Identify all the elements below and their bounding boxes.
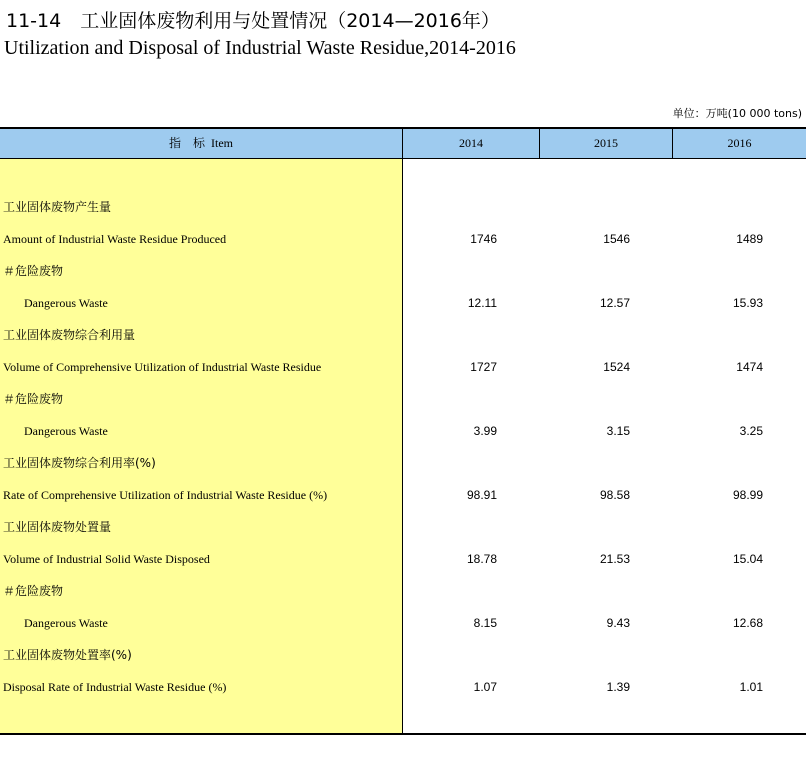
cell-value-2016 [683, 511, 763, 543]
header-item-en: Item [211, 136, 233, 150]
table-row [0, 287, 806, 319]
cell-value-2016 [683, 447, 763, 479]
cell-value-2016: 1489 [736, 232, 763, 246]
unit-label: 单位：万吨(10 000 tons) [672, 107, 802, 120]
table-row [0, 671, 806, 703]
cell-value-2014: 8.15 [473, 616, 497, 630]
cell-value-2016: 3.25 [739, 424, 763, 438]
cell-value-2014: 3.99 [473, 424, 497, 438]
row-label: 工业固体废物产生量 [3, 200, 112, 214]
cell-value-2016: 15.04 [732, 552, 763, 566]
row-label: ＃危险废物 [3, 392, 64, 406]
table-row [0, 415, 806, 447]
cell-value-2014 [417, 255, 497, 287]
cell-value-2014 [417, 191, 497, 223]
cell-value-2014: 1746 [470, 232, 497, 246]
row-label: Rate of Comprehensive Utilization of Industrial Waste Residue (%) [3, 488, 328, 502]
table-row [0, 351, 806, 383]
row-label: Volume of Industrial Solid Waste Disposed [3, 552, 210, 566]
table-header [0, 129, 806, 159]
cell-value-2015 [550, 383, 630, 415]
header-item-cn: 指 标 [168, 136, 205, 150]
cell-value-2014: 1727 [470, 360, 497, 374]
cell-value-2016 [683, 191, 763, 223]
table-row [0, 575, 806, 607]
cell-value-2016: 1.01 [739, 680, 763, 694]
cell-value-2015 [550, 191, 630, 223]
cell-value-2016 [683, 575, 763, 607]
row-label: 工业固体废物处置量 [3, 520, 112, 534]
bottom-rule [0, 733, 806, 735]
row-label: ＃危险废物 [3, 264, 64, 278]
cell-value-2014 [417, 639, 497, 671]
cell-value-2015: 9.43 [606, 616, 630, 630]
table-row [0, 223, 806, 255]
row-label: 工业固体废物综合利用率(%) [3, 456, 156, 470]
table-row [0, 479, 806, 511]
cell-value-2015: 3.15 [606, 424, 630, 438]
row-label: Dangerous Waste [24, 616, 108, 630]
cell-value-2015 [550, 575, 630, 607]
cell-value-2015: 98.58 [599, 488, 630, 502]
cell-value-2014 [417, 447, 497, 479]
cell-value-2014 [417, 511, 497, 543]
row-label: Disposal Rate of Industrial Waste Residue (%) [3, 680, 227, 694]
cell-value-2015: 1524 [603, 360, 630, 374]
cell-value-2015 [550, 255, 630, 287]
row-label: Volume of Comprehensive Utilization of Industrial Waste Residue [3, 360, 322, 374]
table-title-english: Utilization and Disposal of Industrial Waste Residue,2014-2016 [4, 37, 516, 59]
row-label: Dangerous Waste [24, 424, 108, 438]
header-year-2014: 2014 [402, 129, 539, 158]
cell-value-2014: 1.07 [473, 680, 497, 694]
cell-value-2016: 98.99 [732, 488, 763, 502]
cell-value-2016 [683, 255, 763, 287]
cell-value-2015: 21.53 [599, 552, 630, 566]
header-year-2016: 2016 [672, 129, 806, 158]
cell-value-2014: 18.78 [466, 552, 497, 566]
cell-value-2014: 98.91 [466, 488, 497, 502]
cell-value-2014: 12.11 [467, 296, 497, 310]
table-row [0, 191, 806, 223]
table-row [0, 511, 806, 543]
header-year-2015: 2015 [539, 129, 672, 158]
cell-value-2015 [550, 639, 630, 671]
row-label: 工业固体废物综合利用量 [3, 328, 136, 342]
cell-value-2015 [550, 447, 630, 479]
row-label: 工业固体废物处置率(%) [3, 648, 132, 662]
table-title-chinese: 11-14 工业固体废物利用与处置情况（2014—2016年） [6, 10, 500, 32]
row-label: ＃危险废物 [3, 584, 64, 598]
cell-value-2016: 15.93 [732, 296, 763, 310]
cell-value-2014 [417, 575, 497, 607]
cell-value-2015 [550, 319, 630, 351]
header-item [0, 129, 402, 158]
table-row [0, 607, 806, 639]
cell-value-2014 [417, 319, 497, 351]
table-row [0, 255, 806, 287]
table-row [0, 543, 806, 575]
cell-value-2016 [683, 383, 763, 415]
cell-value-2016 [683, 319, 763, 351]
table-row [0, 639, 806, 671]
row-label: Dangerous Waste [24, 296, 108, 310]
cell-value-2015: 12.57 [599, 296, 630, 310]
cell-value-2014 [417, 383, 497, 415]
table-row [0, 447, 806, 479]
cell-value-2016: 1474 [736, 360, 763, 374]
cell-value-2016 [683, 639, 763, 671]
cell-value-2016: 12.68 [732, 616, 763, 630]
cell-value-2015 [550, 511, 630, 543]
row-label: Amount of Industrial Waste Residue Produced [3, 232, 227, 246]
table-row [0, 319, 806, 351]
table-row [0, 383, 806, 415]
cell-value-2015: 1.39 [606, 680, 630, 694]
cell-value-2015: 1546 [603, 232, 630, 246]
